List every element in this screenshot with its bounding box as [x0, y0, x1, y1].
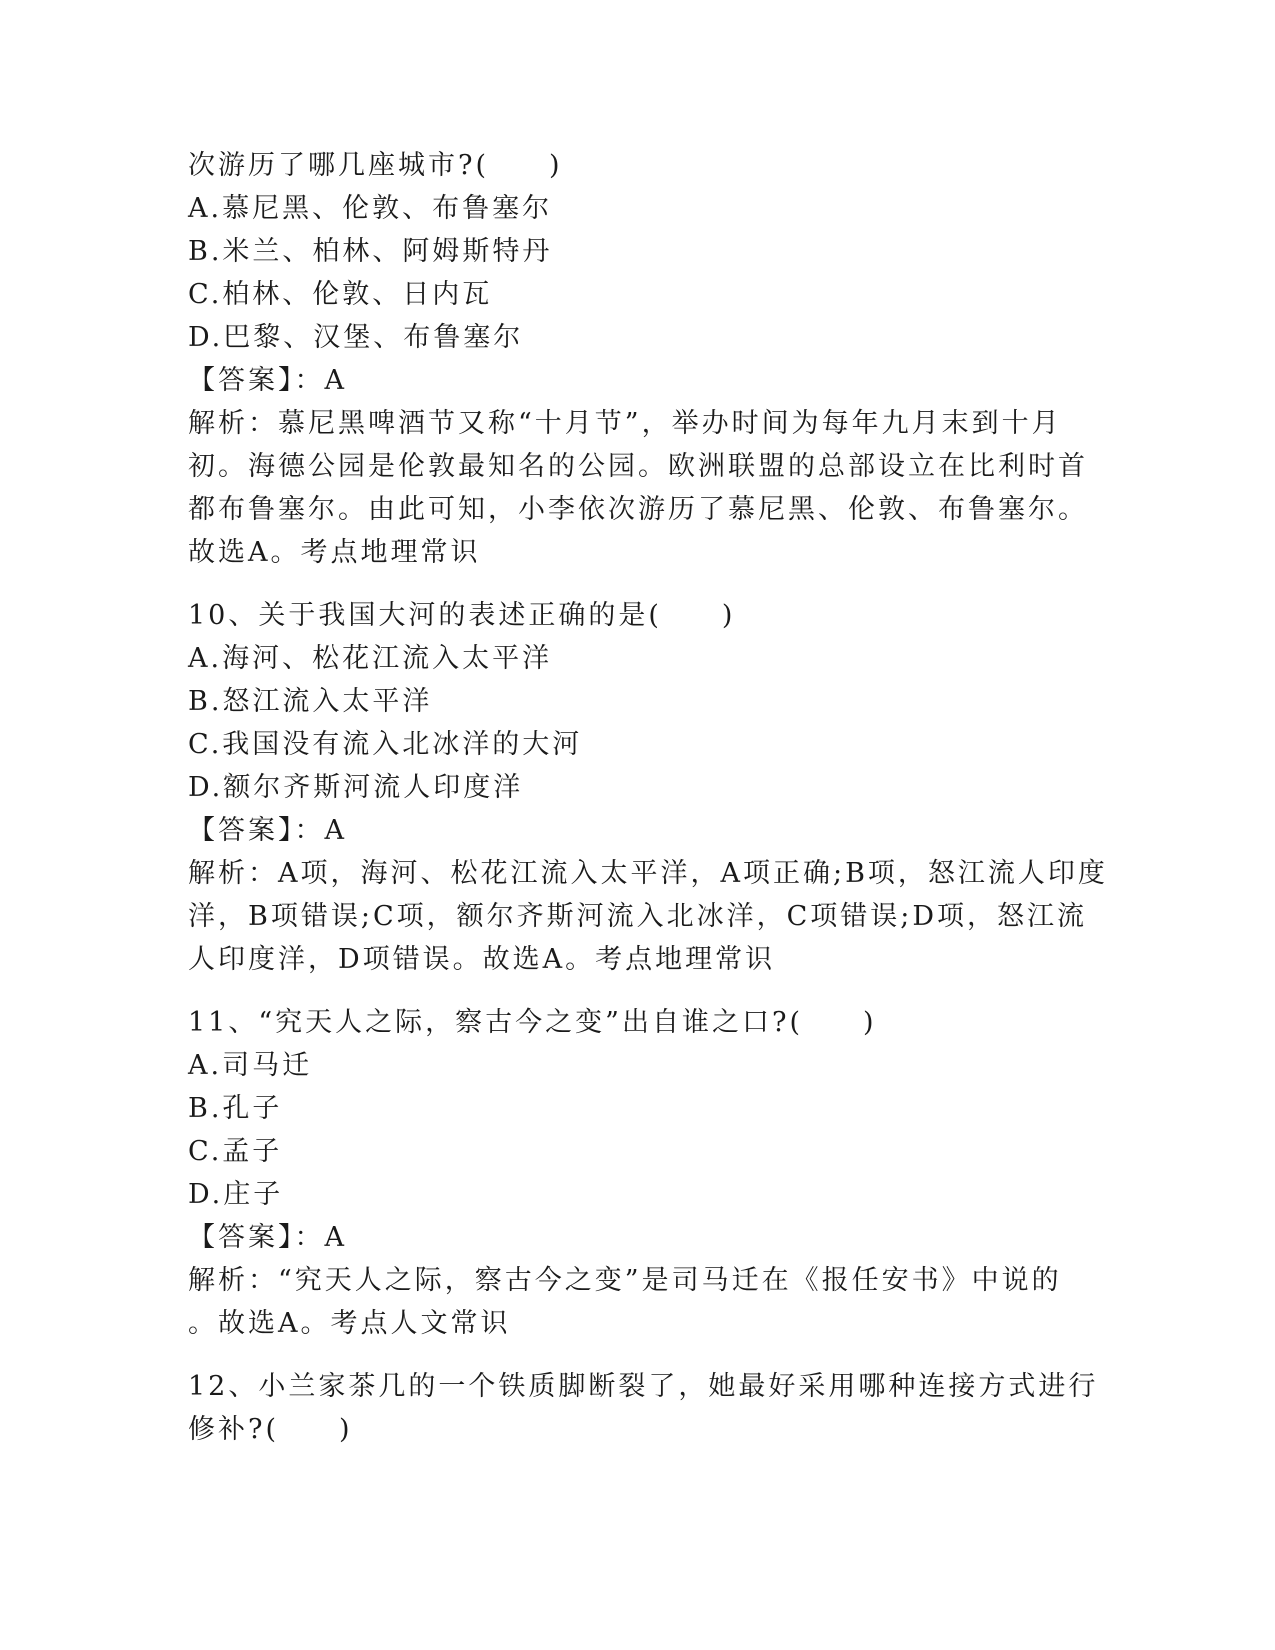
question-12-stem-line: 修补?( ) — [188, 1414, 353, 1445]
question-12 — [188, 1365, 1099, 1451]
question-9-analysis-line: 都布鲁塞尔。由此可知，小李依次游历了慕尼黑、伦敦、布鲁塞尔。 — [188, 494, 1088, 525]
question-10-answer: 【答案】：A — [188, 815, 347, 846]
question-11-stem: 11、“究天人之际，察古今之变”出自谁之口?( ) — [188, 1007, 877, 1038]
question-10-option-d: D.额尔齐斯河流人印度洋 — [188, 772, 524, 803]
question-11-answer: 【答案】：A — [188, 1222, 347, 1253]
question-10-stem: 10、关于我国大河的表述正确的是( ) — [188, 600, 736, 631]
question-separator — [188, 981, 1088, 1001]
question-9-answer: 【答案】：A — [188, 365, 347, 396]
question-separator — [188, 574, 1088, 594]
question-9-analysis-line: 故选A。考点地理常识 — [188, 537, 481, 568]
question-11-option-a: A.司马迁 — [188, 1050, 313, 1081]
question-9-stem-tail: 次游历了哪几座城市?( ) — [188, 150, 563, 181]
question-9-option-d: D.巴黎、汉堡、布鲁塞尔 — [188, 322, 524, 353]
question-11-option-b: B.孔子 — [188, 1093, 283, 1124]
question-11-analysis-line: 。故选A。考点人文常识 — [188, 1308, 511, 1339]
question-9-analysis-line: 初。海德公园是伦敦最知名的公园。欧洲联盟的总部设立在比利时首 — [188, 451, 1088, 482]
document-content — [188, 144, 1108, 1451]
question-10-option-b: B.怒江流入太平洋 — [188, 686, 433, 717]
question-separator — [188, 1345, 1088, 1365]
question-9 — [188, 144, 1088, 574]
question-10-option-c: C.我国没有流入北冰洋的大河 — [188, 729, 583, 760]
question-9-option-a: A.慕尼黑、伦敦、布鲁塞尔 — [188, 193, 553, 224]
question-11-option-c: C.孟子 — [188, 1136, 283, 1167]
question-9-option-b: B.米兰、柏林、阿姆斯特丹 — [188, 236, 553, 267]
question-11-analysis-line: 解析：“究天人之际，察古今之变”是司马迁在《报任安书》中说的 — [188, 1265, 1062, 1296]
question-9-analysis-line: 解析：慕尼黑啤酒节又称“十月节”，举办时间为每年九月末到十月 — [188, 408, 1062, 439]
question-10-analysis-line: 洋，B项错误;C项，额尔齐斯河流入北冰洋，C项错误;D项，怒江流 — [188, 901, 1087, 932]
question-9-option-c: C.柏林、伦敦、日内瓦 — [188, 279, 493, 310]
question-10-analysis-line: 人印度洋，D项错误。故选A。考点地理常识 — [188, 944, 776, 975]
question-11 — [188, 1001, 1088, 1345]
question-12-stem-line: 12、小兰家茶几的一个铁质脚断裂了，她最好采用哪种连接方式进行 — [188, 1371, 1099, 1402]
question-10 — [188, 594, 1108, 981]
question-10-analysis-line: 解析：A项，海河、松花江流入太平洋，A项正确;B项，怒江流人印度 — [188, 858, 1108, 889]
question-11-option-d: D.庄子 — [188, 1179, 284, 1210]
question-10-option-a: A.海河、松花江流入太平洋 — [188, 643, 553, 674]
